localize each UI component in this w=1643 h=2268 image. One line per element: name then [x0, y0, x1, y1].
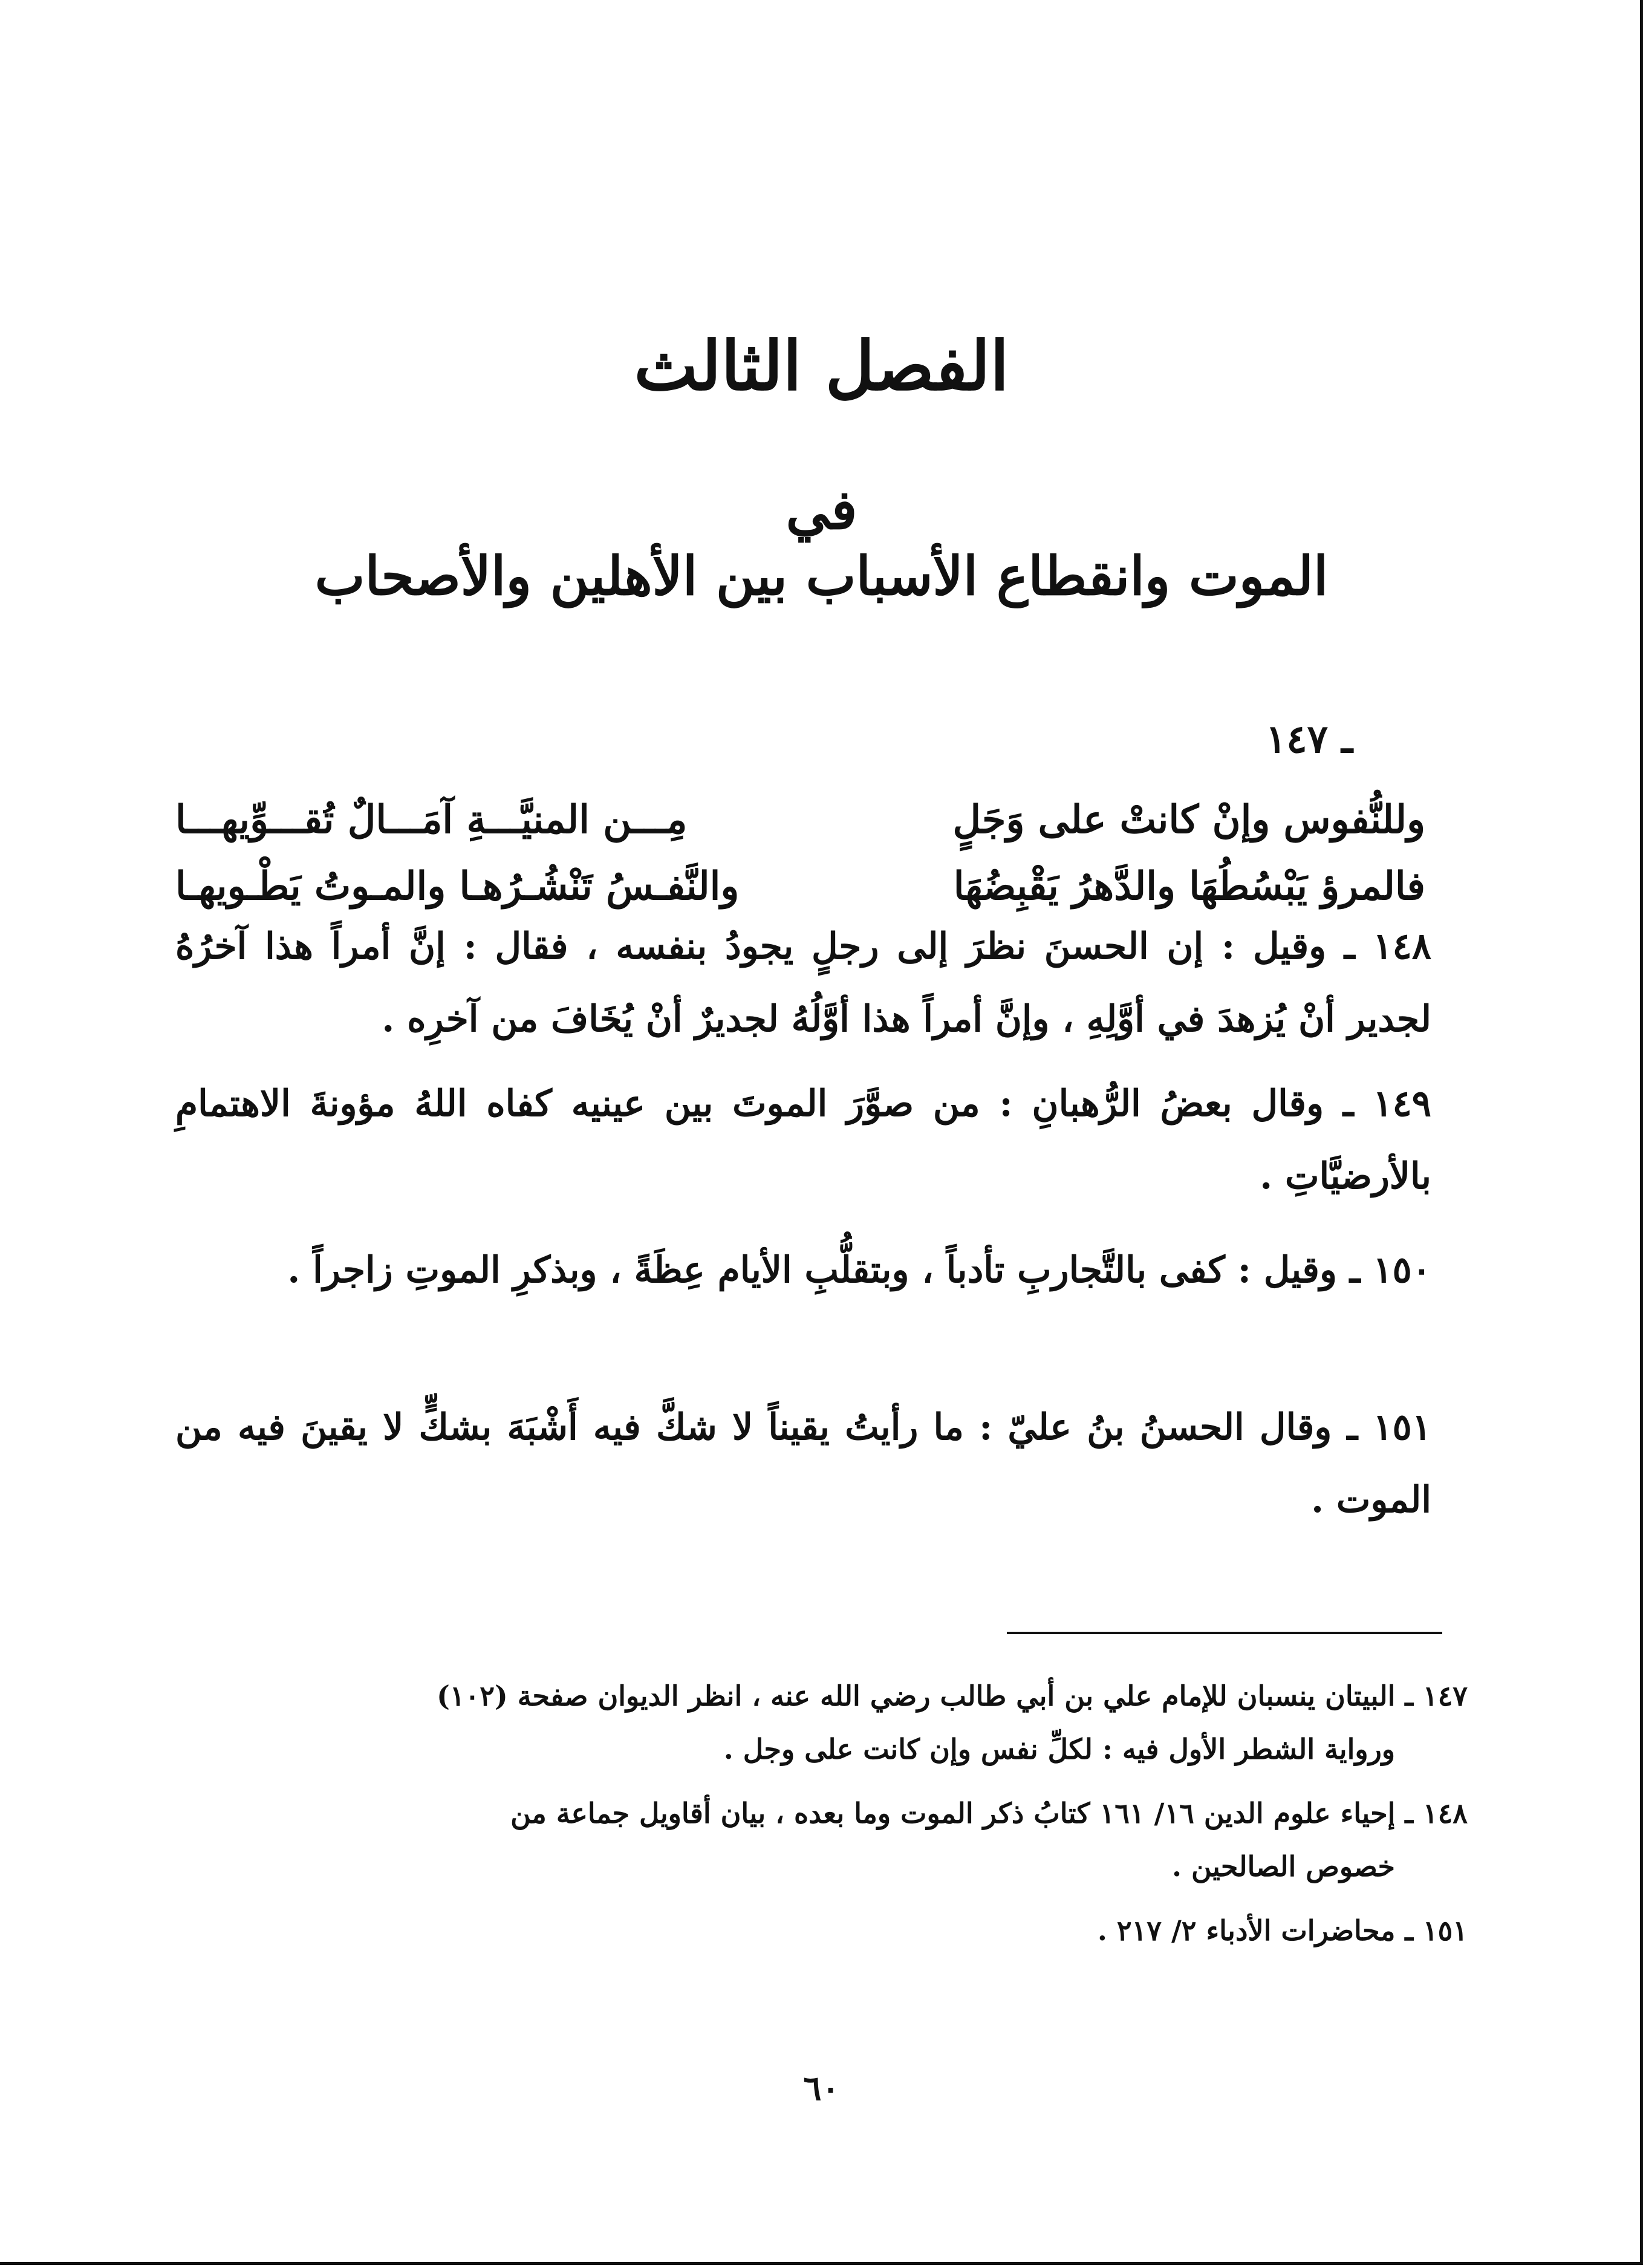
verse-line: [175, 786, 1425, 853]
chapter-title: الفصل الثالث: [634, 327, 1009, 406]
entry-149-paragraph: ١٤٩ ـ وقال بعضُ الرُّهبانِ : من صوَّرَ الموتَ بين عينيه كفاه اللهُ مؤونةَ الاهتمامِ بالأرضيَّاتِ .: [175, 1083, 1431, 1198]
entry-147-number: ـ ١٤٧: [1265, 717, 1353, 762]
footnote-151: [181, 1904, 1468, 1957]
entry-148-paragraph: ١٤٨ ـ وقيل : إن الحسنَ نظرَ إلى رجلٍ يجودُ بنفسه ، فقال : إنَّ أمراً هذا آخرُهُ لجدير أنْ يُزهدَ في أوَّلِهِ ، وإنَّ أمراً هذا أوَّلُهُ لجديرٌ أنْ يُخَافَ من آخرِه .: [175, 925, 1431, 1040]
verse-second-hemistich: مِـــن المنيَّـــةِ آمَـــالٌ تُقـــوِّيهـــا: [175, 797, 688, 842]
verse-second-hemistich: والنَّفـسُ تَنْشُـرُهـا والمـوتُ يَطْـويهـا: [175, 863, 740, 909]
footnote-148: [181, 1787, 1468, 1893]
page-number: ٦٠: [803, 2068, 840, 2108]
chapter-subtitle: الموت وانقطاع الأسباب بين الأهلين والأصحاب: [314, 544, 1329, 607]
verse-first-hemistich: فالمرؤ يَبْسُطُهَا والدَّهرُ يَقْبِضُهَا: [953, 863, 1425, 909]
footnote-divider: [1007, 1632, 1442, 1634]
footnote-line: ١٥١ ـ محاضرات الأدباء ٢/ ٢١٧ .: [1097, 1914, 1468, 1947]
footnote-147: [181, 1669, 1468, 1776]
footnote-line: ١٤٧ ـ البيتان ينسبان للإمام علي بن أبي طالب رضي الله عنه ، انظر الديوان صفحة (١٠٢): [437, 1680, 1468, 1712]
poem-verses: [175, 786, 1425, 919]
footnote-line: ١٤٨ ـ إحياء علوم الدين ١٦/ ١٦١ كتابُ ذكر الموت وما بعده ، بيان أقاويل جماعة من: [510, 1797, 1468, 1830]
entry-151-paragraph: ١٥١ ـ وقال الحسنُ بنُ عليّ : ما رأيتُ يقيناً لا شكَّ فيه أَشْبَهَ بشكٍّ لا يقينَ فيه من الموت .: [175, 1406, 1431, 1521]
footnote-line: خصوص الصالحين .: [1171, 1850, 1395, 1883]
footnote-line: ورواية الشطر الأول فيه : لكلِّ نفس وإن كانت على وجل .: [723, 1733, 1395, 1765]
chapter-preposition: في: [786, 478, 857, 542]
verse-first-hemistich: وللنُّفوس وإنْ كانتْ على وَجَلٍ: [952, 797, 1425, 842]
footnotes: [181, 1669, 1468, 1968]
entry-150-paragraph: ١٥٠ ـ وقيل : كفى بالتَّجاربِ تأدباً ، وبتقلُّبِ الأيام عِظَةً ، وبذكرِ الموتِ زاجراً .: [287, 1249, 1431, 1291]
verse-line: [175, 853, 1425, 919]
